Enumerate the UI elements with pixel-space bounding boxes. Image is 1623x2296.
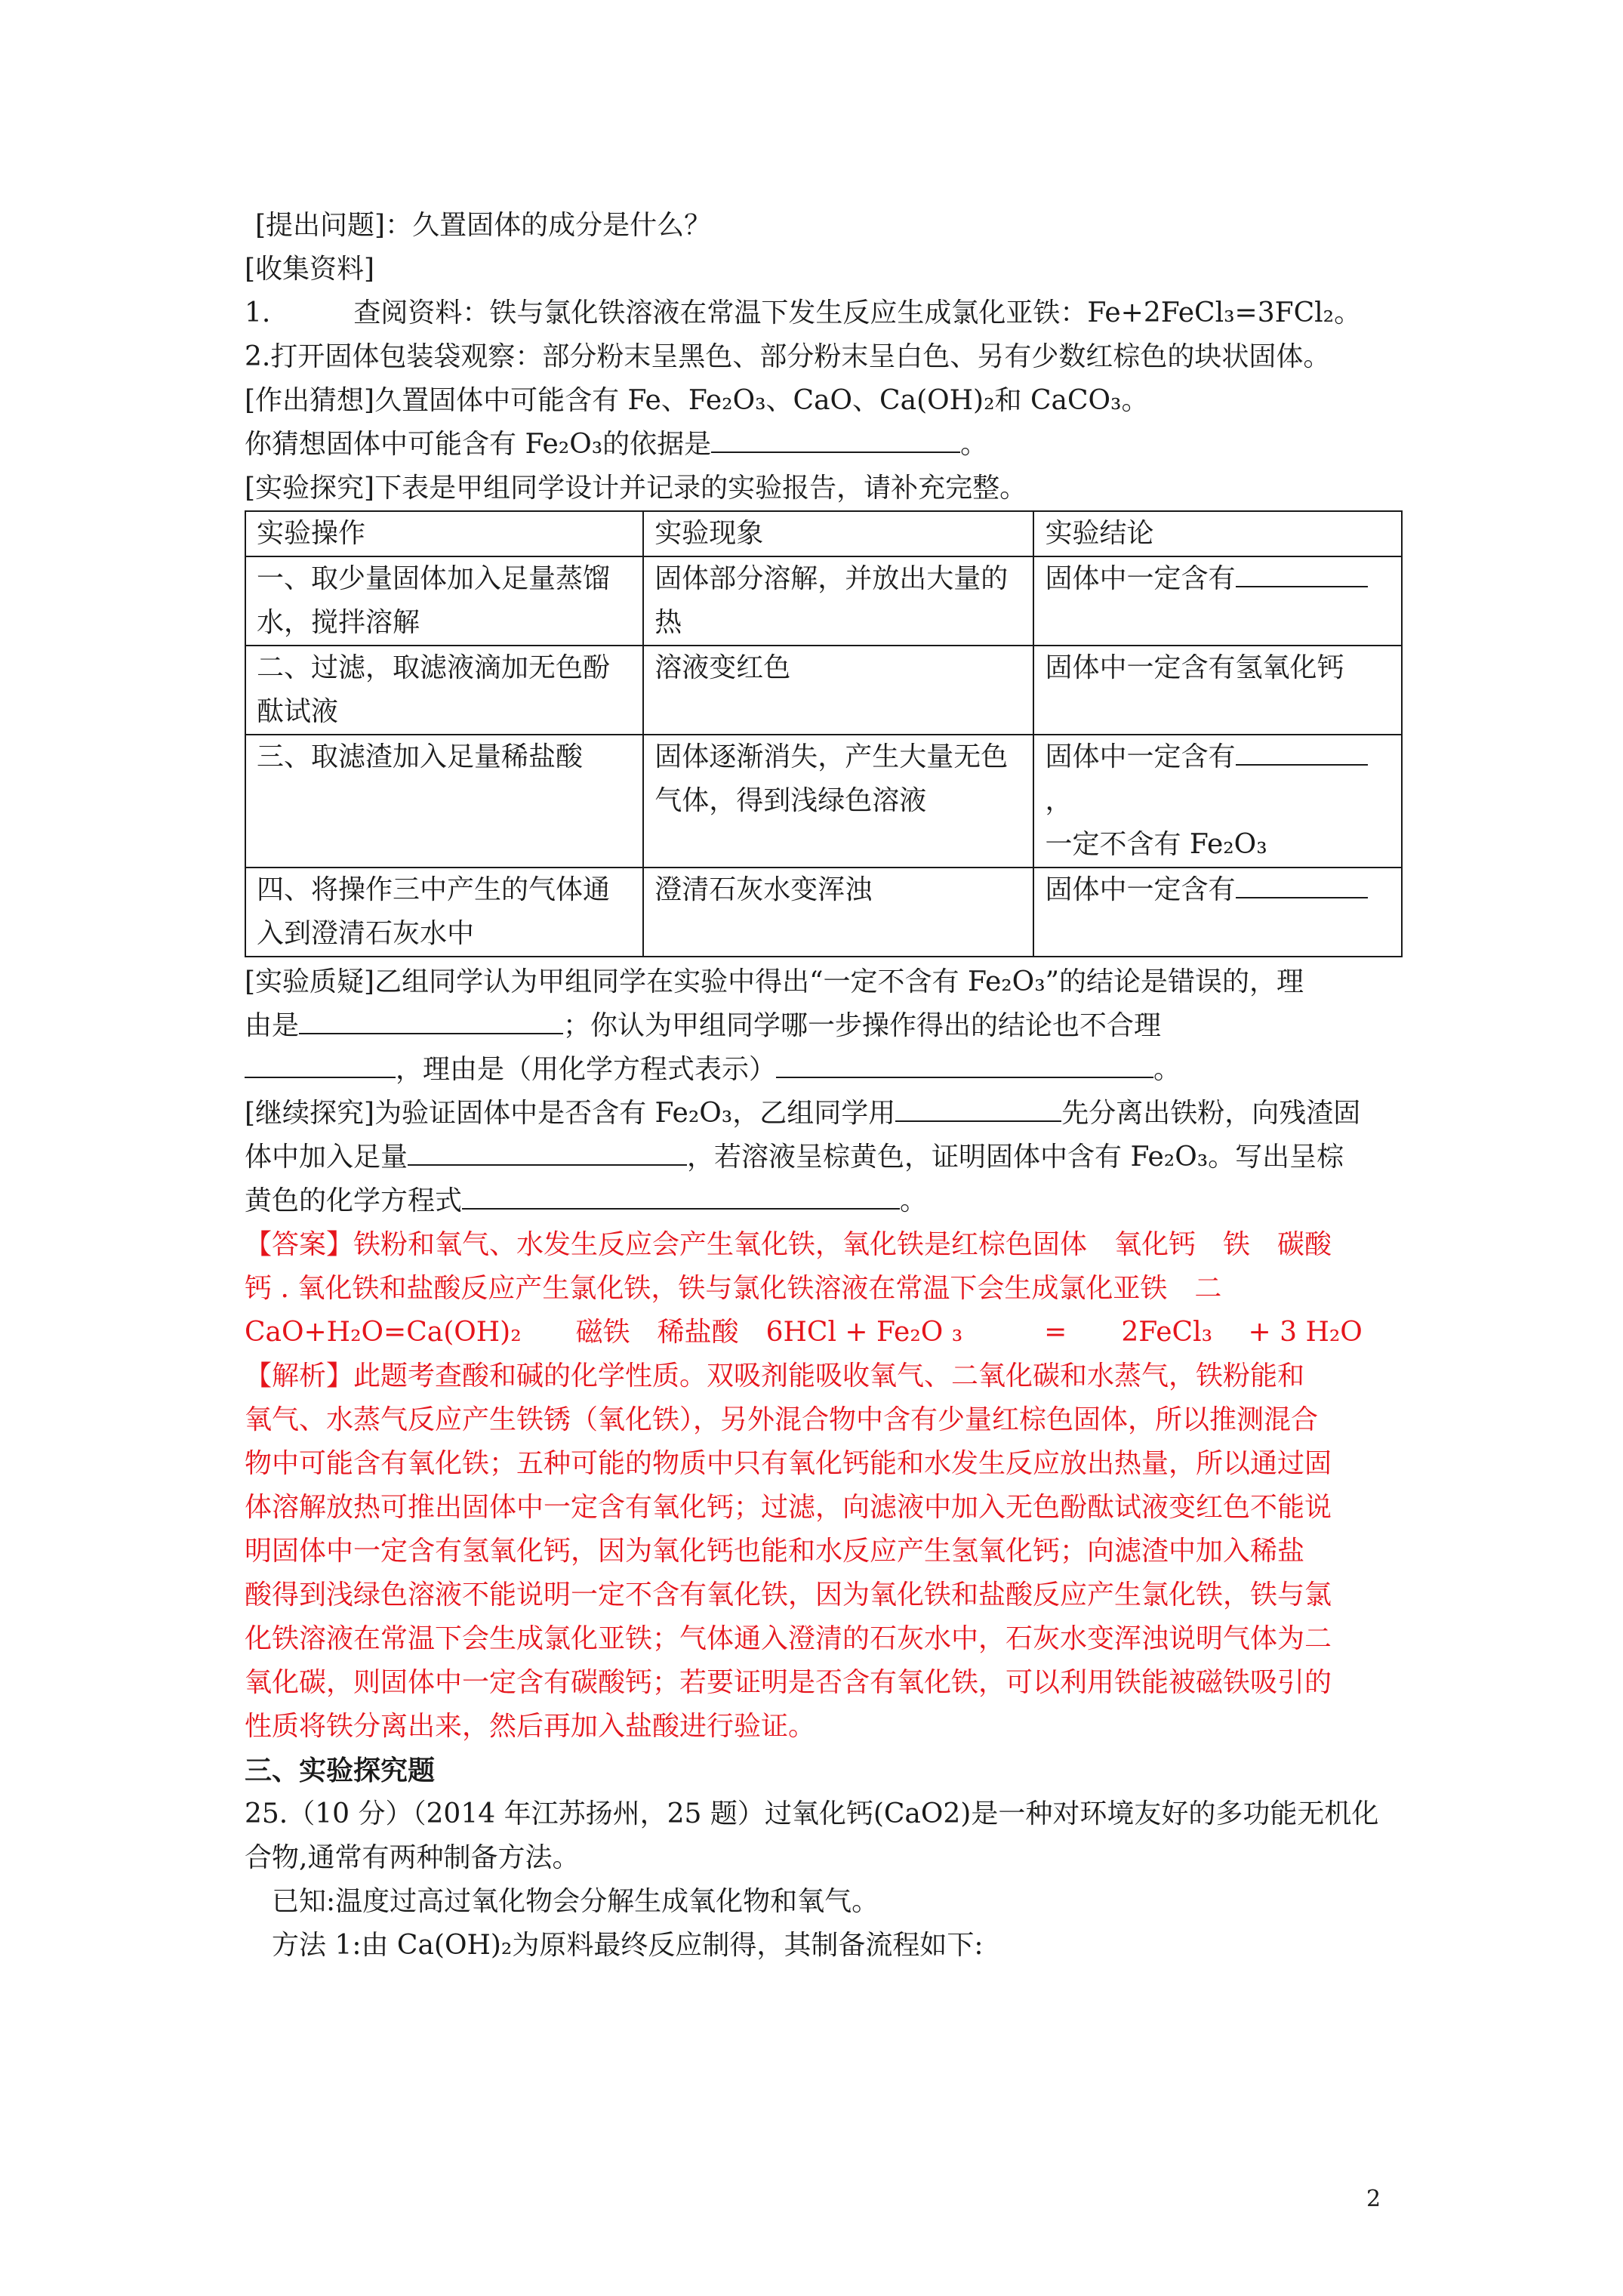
analysis-line-6: 酸得到浅绿色溶液不能说明一定不含有氧化铁，因为氧化铁和盐酸反应产生氯化铁，铁与氯 [245, 1579, 1332, 1610]
collect-item-2: 2.打开固体包装袋观察：部分粉末呈黑色、部分粉末呈白色、另有少数红棕色的块状固体。 [245, 341, 1331, 372]
analysis-line-9: 性质将铁分离出来，然后再加入盐酸进行验证。 [245, 1711, 816, 1742]
answer-blank [1236, 741, 1368, 766]
answer-blank [462, 1185, 900, 1210]
table-cell [1033, 868, 1402, 957]
cell-text: 固体中一定含有 [1045, 741, 1236, 772]
answer-line-1: 【答案】铁粉和氧气、水发生反应会产生氧化铁，氧化铁是红棕色固体 氧化钙 铁 碳酸 [245, 1229, 1332, 1260]
collect-heading: [收集资料] [245, 254, 375, 285]
question-25-line-2: 合物,通常有两种制备方法。 [245, 1842, 580, 1873]
answer-blank [245, 1054, 396, 1078]
table-cell: 澄清石灰水变浑浊 [643, 868, 1033, 957]
cell-text: 固体中一定含有 [1045, 563, 1236, 594]
item-number: 1. [245, 297, 271, 328]
continue-line-1 [245, 1092, 1403, 1136]
experiment-report-table [245, 510, 1403, 957]
analysis-line-2: 氧气、水蒸气反应产生铁锈（氧化铁），另外混合物中含有少量红棕色固体，所以推测混合 [245, 1404, 1319, 1435]
table-row [245, 868, 1402, 957]
table-cell [1033, 556, 1402, 646]
cell-text: ， [1045, 785, 1073, 816]
doubt-line-3 [245, 1048, 1403, 1092]
table-header: 实验现象 [643, 511, 1033, 556]
table-header: 实验结论 [1033, 511, 1402, 556]
answer-line-3: CaO+H₂O=Ca(OH)₂ 磁铁 稀盐酸 6HCl + Fe₂O ₃ = 2FeCl₃ + 3 H₂O [245, 1317, 1363, 1348]
known-line: 已知:温度过高过氧化物会分解生成氧化物和氧气。 [272, 1886, 879, 1917]
text: 。 [1153, 1054, 1181, 1085]
table-row [245, 556, 1402, 646]
answer-blank [408, 1142, 687, 1166]
question-25-line-1: 25.（10 分）（2014 年江苏扬州，25 题）过氧化钙(CaO2)是一种对环境友好的多功能无机化 [245, 1798, 1379, 1829]
table-cell: 三、取滤渣加入足量稀盐酸 [245, 735, 643, 868]
cell-text: 固体中一定含有 [1045, 874, 1236, 905]
table-cell: 二、过滤，取滤液滴加无色酚酞试液 [245, 646, 643, 735]
text: 。 [900, 1185, 928, 1216]
table-cell: 溶液变红色 [643, 646, 1033, 735]
table-row [245, 735, 1402, 868]
analysis-line-1: 【解析】此题考查酸和碱的化学性质。双吸剂能吸收氧气、二氧化碳和水蒸气，铁粉能和 [245, 1361, 1305, 1391]
table-cell: 一、取少量固体加入足量蒸馏水，搅拌溶解 [245, 556, 643, 646]
table-header-row [245, 511, 1402, 556]
page-number: 2 [1366, 2186, 1381, 2212]
answer-line-2: 钙 . 氧化铁和盐酸反应产生氯化铁，铁与氯化铁溶液在常温下会生成氯化亚铁 二 [245, 1273, 1222, 1304]
table-cell: 固体部分溶解，并放出大量的热 [643, 556, 1033, 646]
doubt-line-1: [实验质疑]乙组同学认为甲组同学在实验中得出“一定不含有 Fe₂O₃”的结论是错误的，理 [245, 966, 1304, 997]
answer-blank [895, 1098, 1061, 1122]
text: 黄色的化学方程式 [245, 1185, 463, 1216]
guess-basis-line [245, 423, 1403, 467]
analysis-line-7: 化铁溶液在常温下会生成氯化亚铁；气体通入澄清的石灰水中，石灰水变浑浊说明气体为二 [245, 1623, 1332, 1654]
table-header: 实验操作 [245, 511, 643, 556]
explore-line: [实验探究]下表是甲组同学设计并记录的实验报告，请补充完整。 [245, 473, 1027, 504]
answer-blank [1236, 563, 1368, 587]
table-cell [1033, 735, 1402, 868]
collect-item-1 [245, 291, 1403, 335]
cell-text: 一定不含有 Fe₂O₃ [1045, 829, 1267, 860]
text: ，理由是（用化学方程式表示） [396, 1054, 777, 1085]
answer-blank [299, 1010, 563, 1034]
table-cell: 四、将操作三中产生的气体通入到澄清石灰水中 [245, 868, 643, 957]
text: [继续探究]为验证固体中是否含有 Fe₂O₃，乙组同学用 [245, 1098, 896, 1129]
table-row [245, 646, 1402, 735]
continue-line-3 [245, 1179, 1403, 1223]
text: ；你认为甲组同学哪一步操作得出的结论也不合理 [563, 1010, 1162, 1041]
answer-blank [711, 429, 960, 453]
question-line: [提出问题]：久置固体的成分是什么？ [255, 210, 712, 241]
text: 先分离出铁粉，向残渣固 [1061, 1098, 1361, 1129]
table-cell: 固体逐渐消失，产生大量无色气体，得到浅绿色溶液 [643, 735, 1033, 868]
analysis-line-8: 氧化碳，则固体中一定含有碳酸钙；若要证明是否含有氧化铁，可以利用铁能被磁铁吸引的 [245, 1667, 1332, 1698]
analysis-line-5: 明固体中一定含有氢氧化钙，因为氧化钙也能和水反应产生氢氧化钙；向滤渣中加入稀盐 [245, 1536, 1305, 1567]
text: ，若溶液呈棕黄色，证明固体中含有 Fe₂O₃。写出呈棕 [687, 1142, 1344, 1173]
method-1-line: 方法 1:由 Ca(OH)₂为原料最终反应制得，其制备流程如下: [272, 1930, 984, 1961]
doubt-line-2 [245, 1004, 1403, 1048]
answer-blank [1236, 874, 1368, 898]
table-cell: 固体中一定含有氢氧化钙 [1033, 646, 1402, 735]
continue-line-2 [245, 1136, 1403, 1179]
section-title: 三、实验探究题 [245, 1755, 436, 1786]
text: 由是 [245, 1010, 300, 1041]
answer-blank [776, 1054, 1153, 1078]
document-body [245, 204, 1403, 1968]
guess-basis-text: 你猜想固体中可能含有 Fe₂O₃的依据是 [245, 429, 712, 460]
guess-basis-end: 。 [960, 429, 988, 460]
text: 体中加入足量 [245, 1142, 408, 1173]
analysis-line-3: 物中可能含有氧化铁；五种可能的物质中只有氧化钙能和水发生反应放出热量，所以通过固 [245, 1448, 1332, 1479]
analysis-line-4: 体溶解放热可推出固体中一定含有氧化钙；过滤，向滤液中加入无色酚酞试液变红色不能说 [245, 1492, 1332, 1523]
item-text: 查阅资料：铁与氯化铁溶液在常温下发生反应生成氯化亚铁：Fe+2FeCl₃=3FCl₂。 [353, 297, 1362, 328]
guess-line: [作出猜想]久置固体中可能含有 Fe、Fe₂O₃、CaO、Ca(OH)₂和 CaCO₃。 [245, 385, 1149, 416]
